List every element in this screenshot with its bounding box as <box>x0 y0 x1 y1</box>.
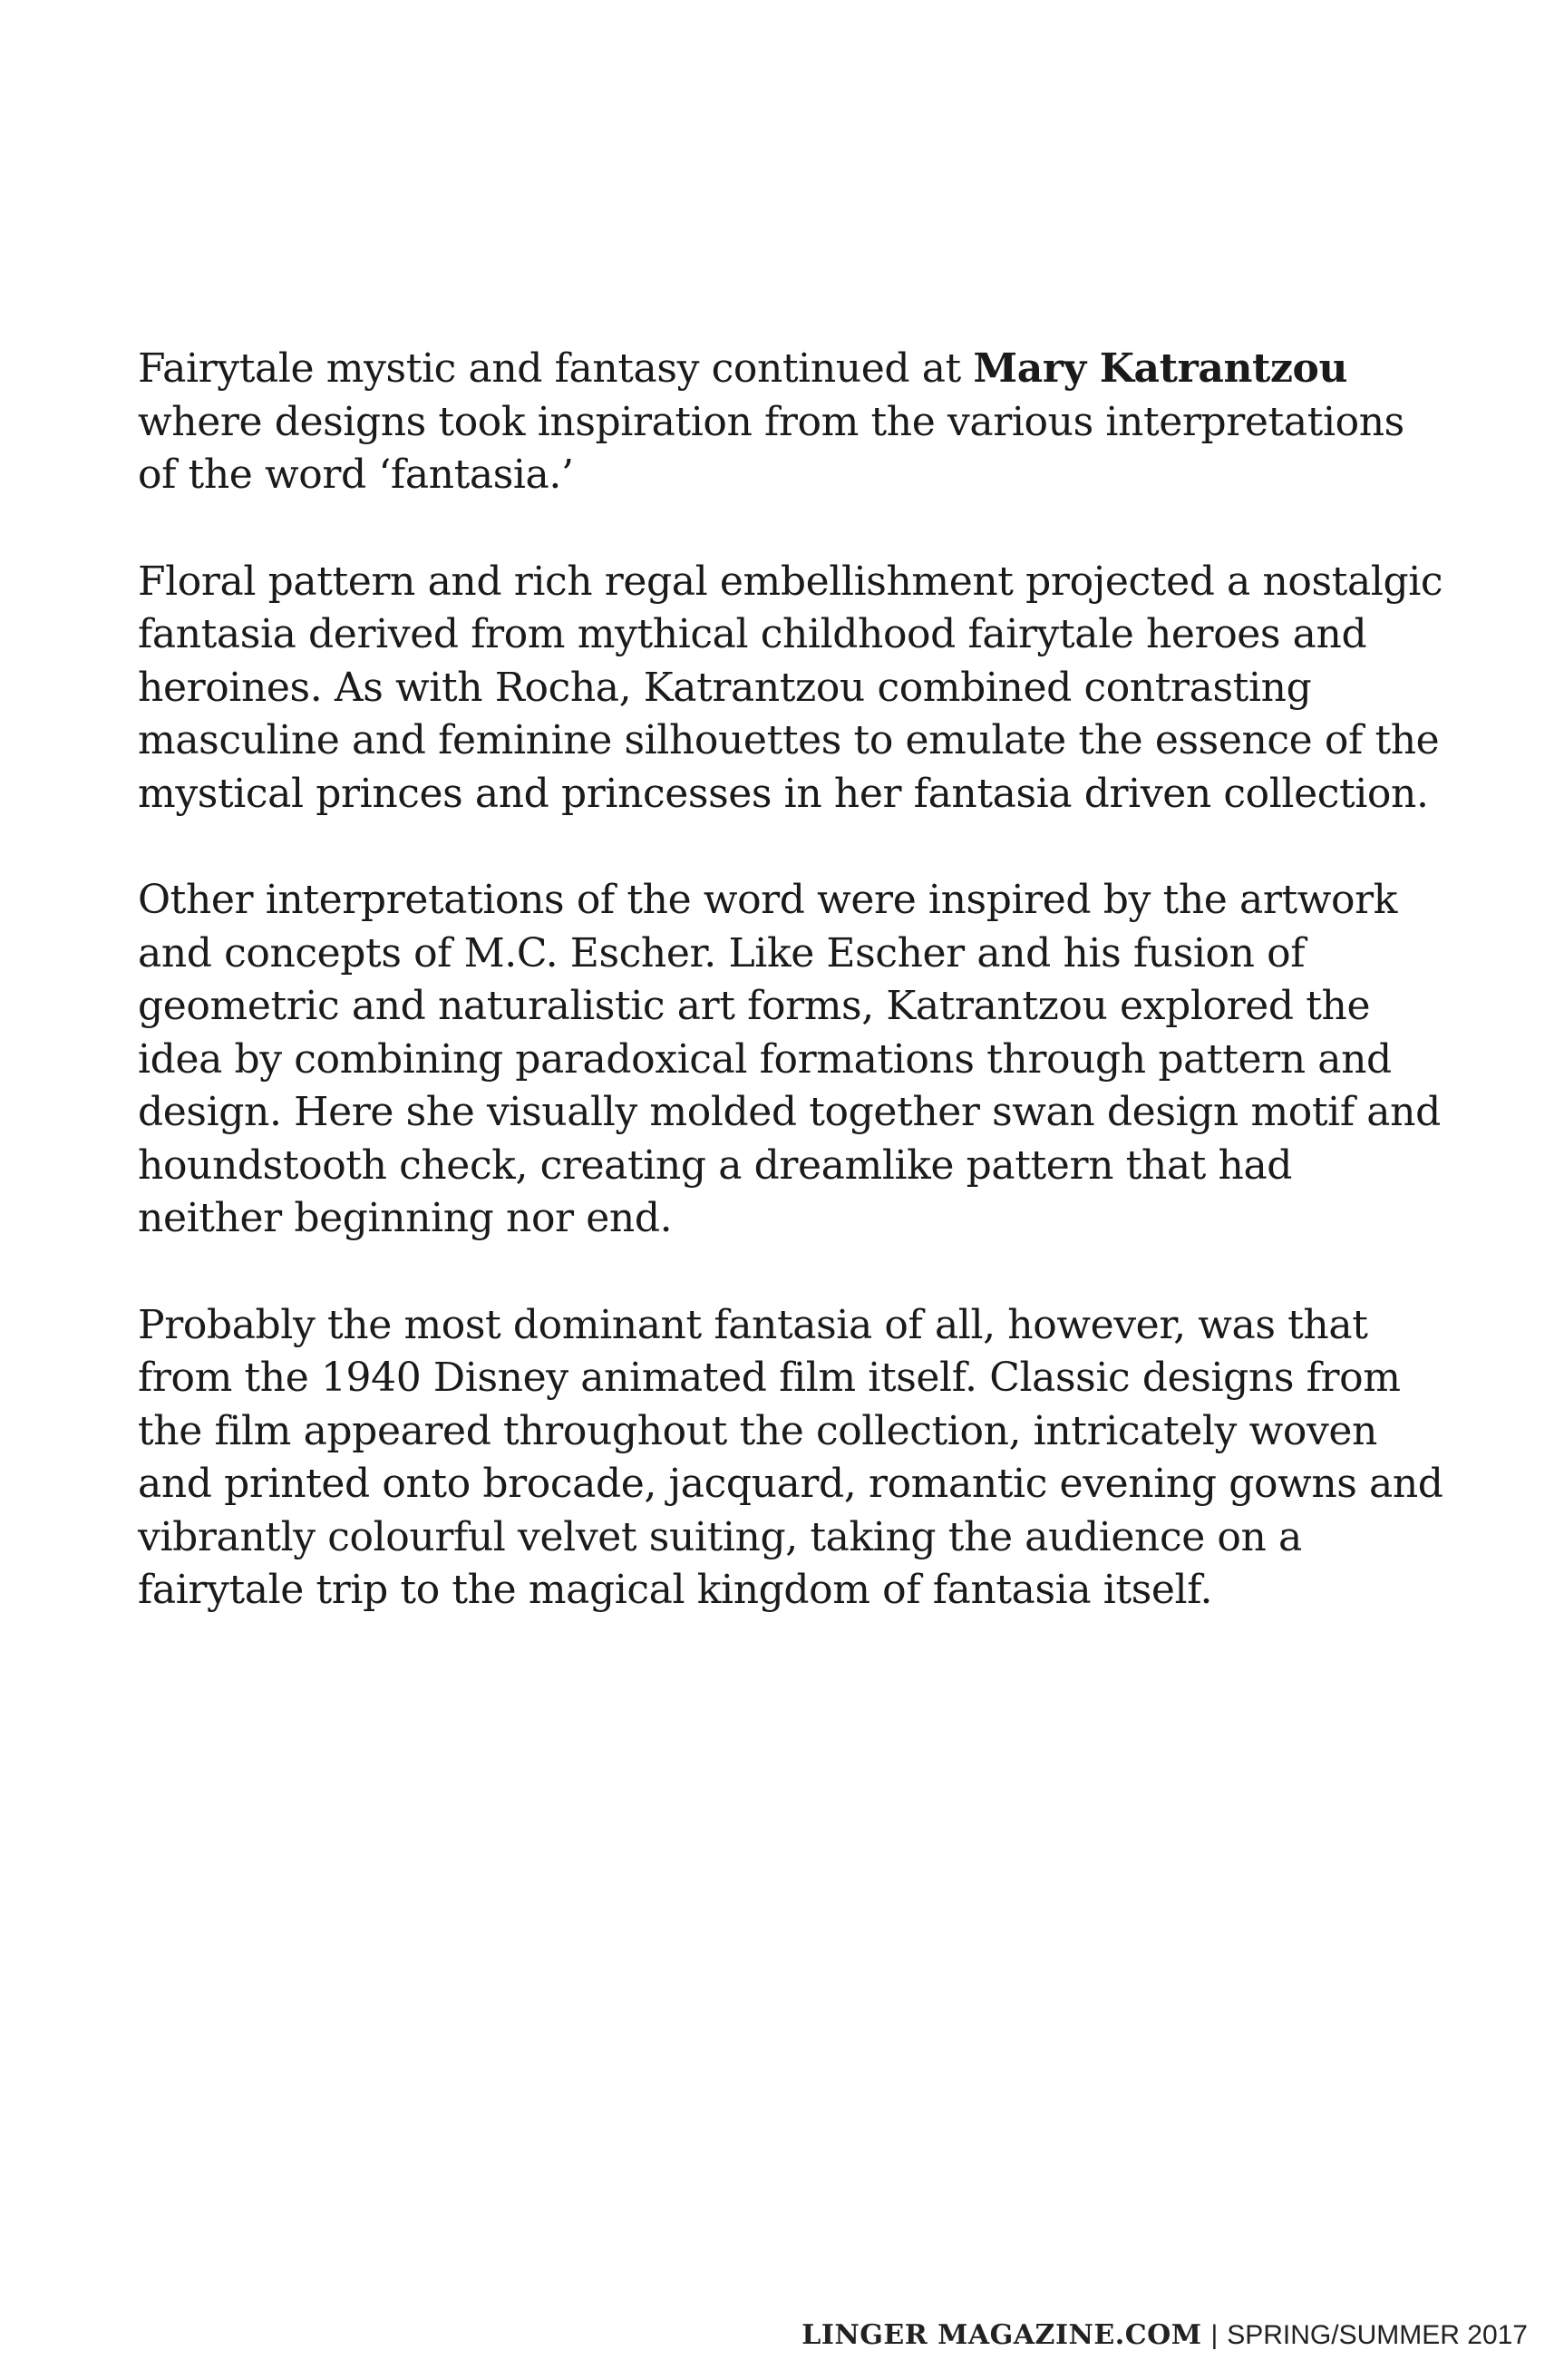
paragraph-disney-fantasia: Probably the most dominant fantasia of all, however, was that from the 1940 Disney animated film itself. Classic designs from the film appeared throughout the collection, intricately woven and printed onto brocade, jacquard, romantic evening gowns and vibrantly colourful velvet suiting, taking the audience on a fairytale trip to the magical kingdom of fantasia itself. <box>138 1301 1443 1613</box>
paragraph-escher: Other interpretations of the word were inspired by the artwork and concepts of M.C. Escher. Like Escher and his fusion of geometric and naturalistic art forms, Katrantzou explored the idea by combining paradoxical formations through pattern and design. Here she visually molded together swan design motif and houndstooth check, creating a dreamlike pattern that had neither beginning nor end. <box>138 877 1441 1241</box>
paragraph-katrantzou-intro <box>138 343 1443 502</box>
designer-name: Mary Katrantzou <box>973 345 1348 392</box>
issue-label: SPRING/SUMMER 2017 <box>1227 2320 1528 2350</box>
page-footer <box>801 2319 1528 2351</box>
paragraph-intro-text: Fairytale mystic and fantasy continued at <box>138 345 974 392</box>
paragraph-floral-pattern: Floral pattern and rich regal embellishment projected a nostalgic fantasia derived from mythical childhood fairytale heroes and heroines. As with Rocha, Katrantzou combined contrasting masculine and feminine silhouettes to emulate the essence of the mystical princes and princesses in her fantasia driven collection. <box>138 558 1443 817</box>
paragraph-intro-text-end: where designs took inspiration from the various interpretations of the word ‘fantasia.’ <box>138 398 1404 498</box>
article-body <box>138 343 1443 1671</box>
footer-separator: | <box>1210 2320 1219 2350</box>
magazine-brand: LINGER MAGAZINE.COM <box>801 2319 1202 2351</box>
